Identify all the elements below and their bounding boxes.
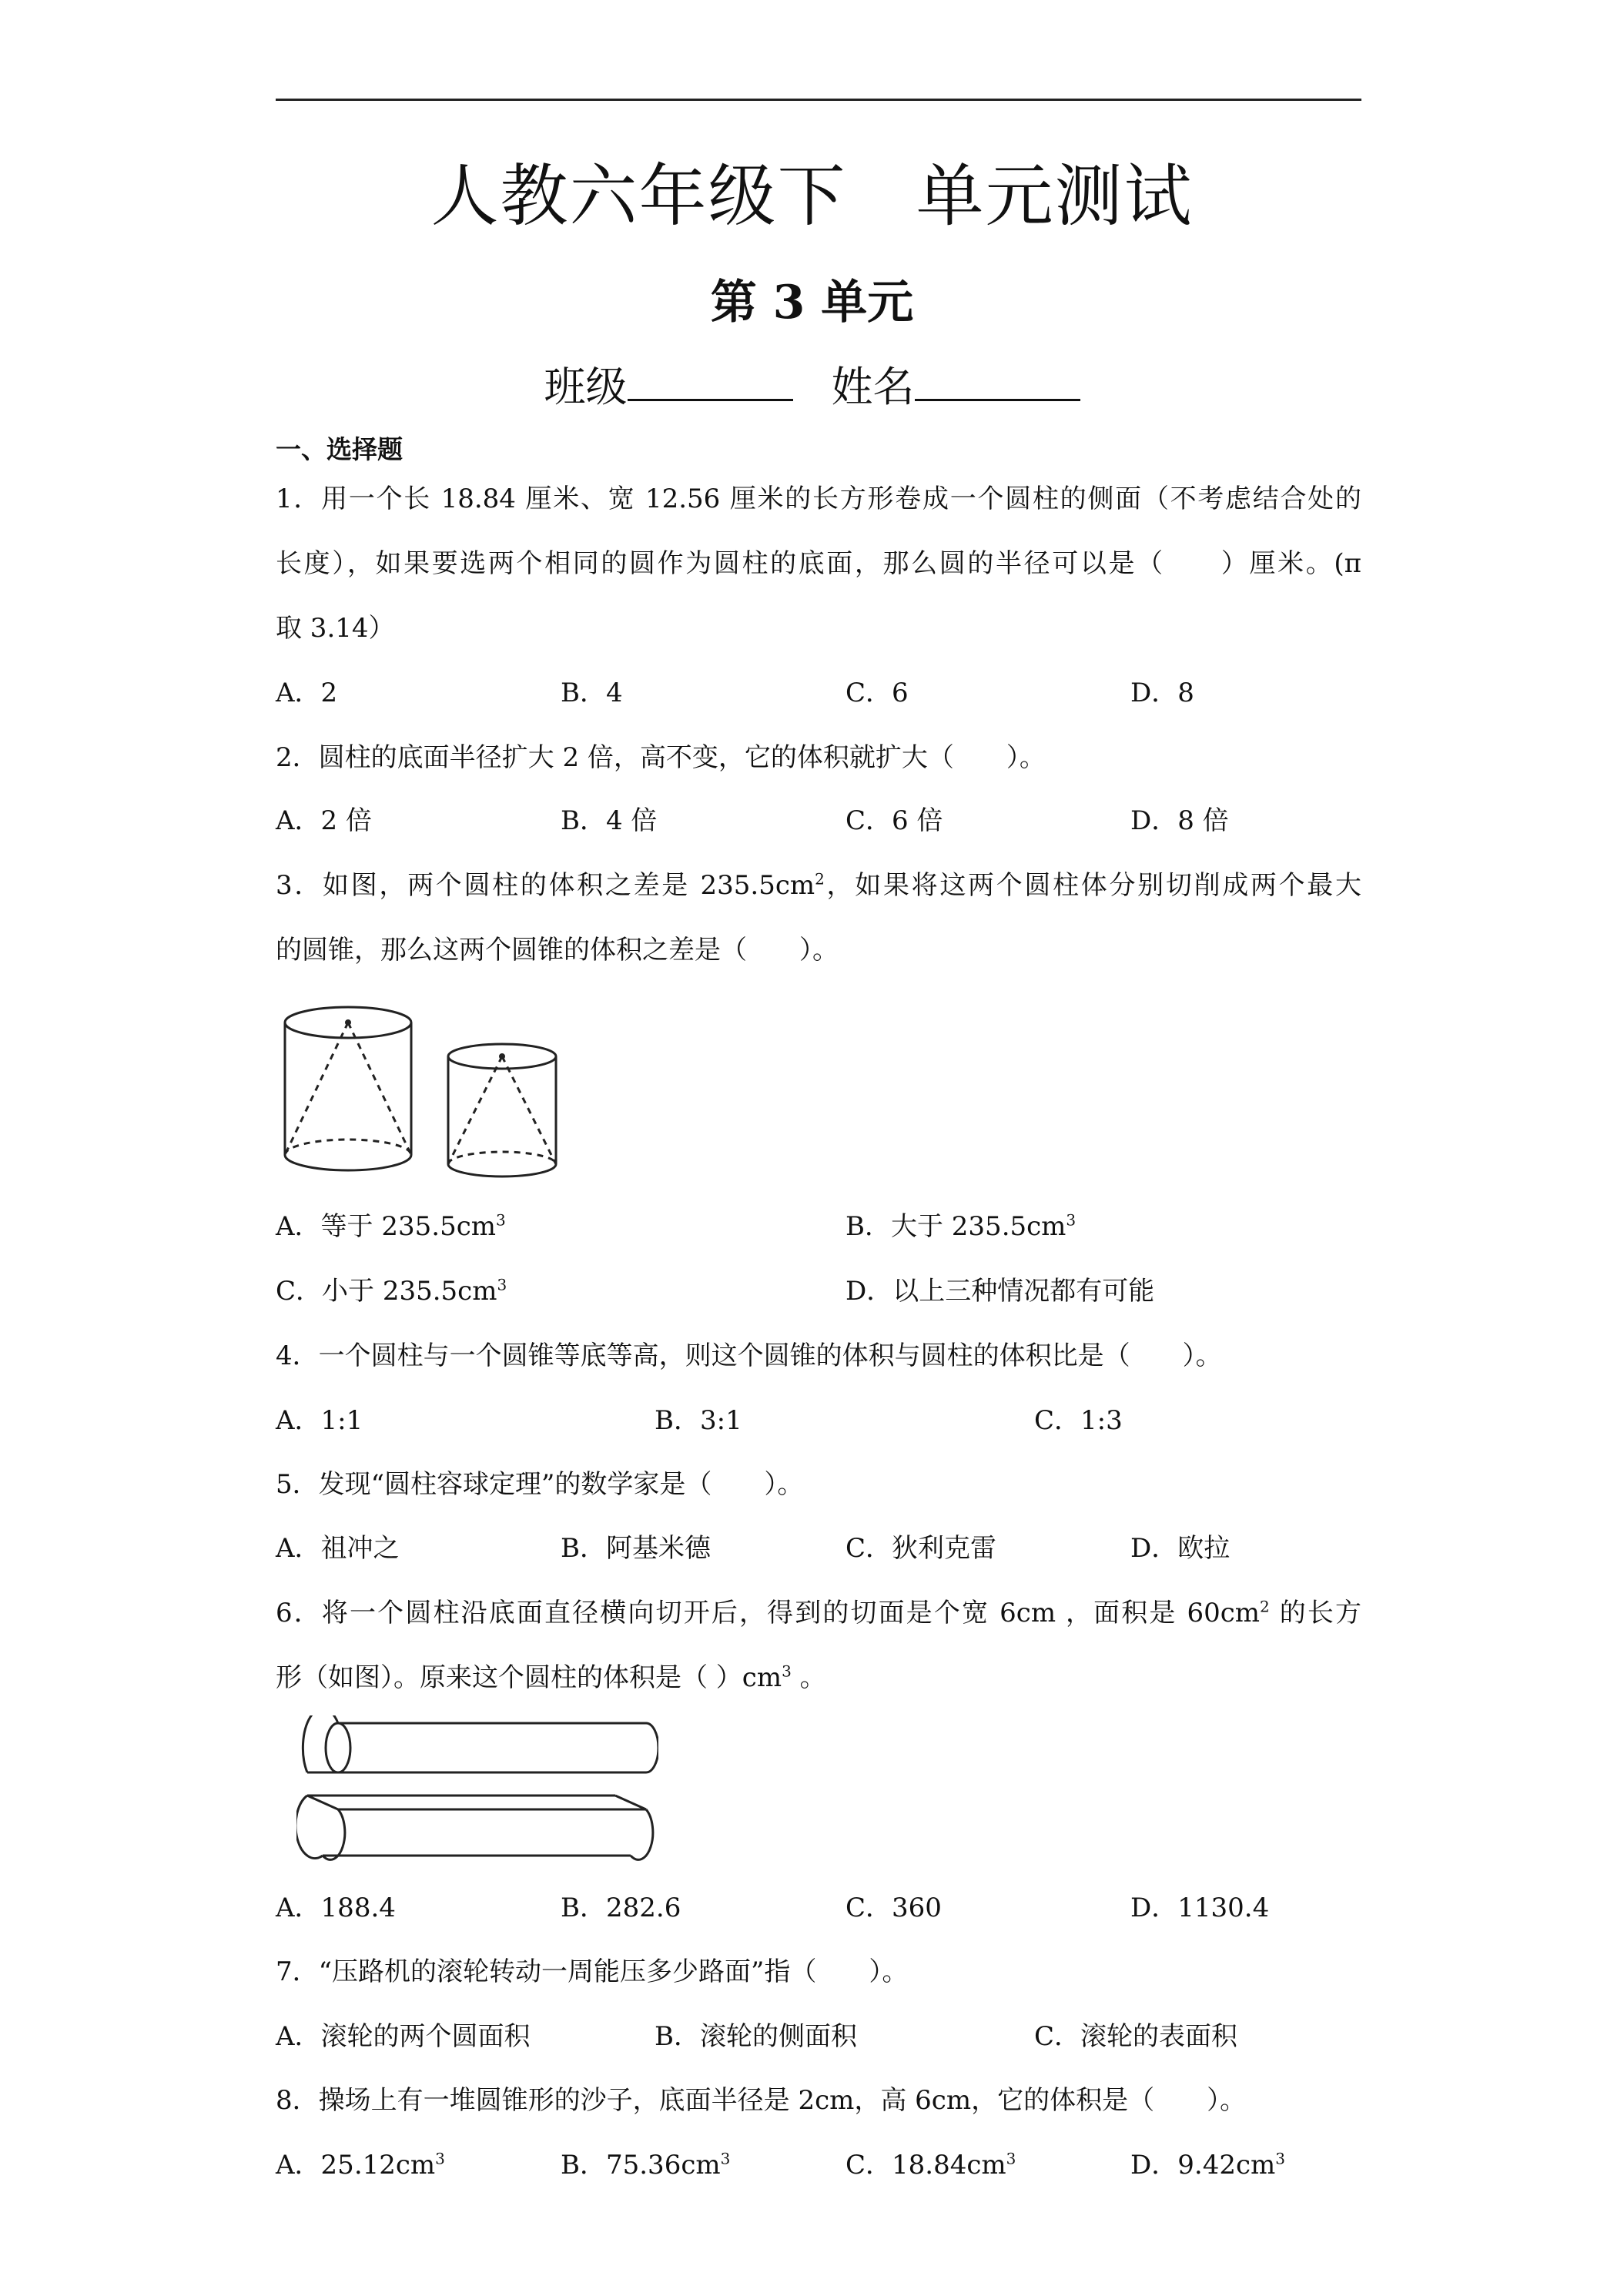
q4-option-a[interactable]: A．1:1 [276, 1405, 363, 1436]
q2-option-a[interactable]: A．2 倍 [276, 805, 372, 836]
q1-option-c[interactable]: C．6 [845, 678, 909, 708]
q5-option-c[interactable]: C．狄利克雷 [845, 1533, 997, 1564]
q1-line-1: 1．用一个长 18.84 厘米、宽 12.56 厘米的长方形卷成一个圆柱的侧面（不考虑结合处的 [276, 484, 1361, 514]
two-cylinders-figure [277, 1001, 570, 1186]
unit-subtitle: 第 3 单元 [710, 276, 914, 330]
q6-option-d[interactable]: D．1130.4 [1130, 1893, 1270, 1923]
q5-line-1: 5．发现“圆柱容球定理”的数学家是（ ）。 [276, 1469, 804, 1500]
q1-line-2: 长度），如果要选两个相同的圆作为圆柱的底面，那么圆的半径可以是（ ）厘米。(π [276, 548, 1361, 579]
q1-option-b[interactable]: B．4 [561, 678, 623, 708]
class-name-line [0, 354, 1624, 413]
q3-line-1: 3．如图，两个圆柱的体积之差是 $235.5cm^2$，如果将这两个圆柱体分别切削成两个最大 [276, 869, 1361, 901]
q5-option-a[interactable]: A．祖冲之 [276, 1533, 400, 1564]
q2-option-c[interactable]: C．6 倍 [845, 805, 943, 836]
q7-option-a[interactable]: A．滚轮的两个圆面积 [276, 2021, 531, 2052]
q6-line-2: 形（如图）。原来这个圆柱的体积是（ ）$cm^3$ 。 [276, 1662, 826, 1693]
q8-option-d[interactable]: D．$9.42cm^3$ [1130, 2149, 1285, 2181]
q1-option-a[interactable]: A．2 [276, 678, 338, 708]
q1-line-3: 取 3.14） [276, 613, 395, 644]
q3-option-d[interactable]: D．以上三种情况都有可能 [845, 1276, 1155, 1307]
q6-option-c[interactable]: C．360 [845, 1893, 942, 1923]
class-blank[interactable] [628, 360, 793, 401]
q8-option-c[interactable]: C．$18.84cm^3$ [845, 2149, 1016, 2181]
q7-option-c[interactable]: C．滚轮的表面积 [1034, 2021, 1238, 2052]
q6-option-a[interactable]: A．188.4 [276, 1893, 396, 1923]
cut-cylinder-figure [296, 1715, 658, 1869]
q3-option-b[interactable]: B．大于 $235.5cm^3$ [845, 1210, 1077, 1242]
name-label: 姓名 [831, 363, 915, 411]
q5-option-b[interactable]: B．阿基米德 [561, 1533, 711, 1564]
q8-line-1: 8．操场上有一堆圆锥形的沙子，底面半径是 2cm，高 6cm，它的体积是（ ）。 [276, 2085, 1247, 2116]
section-heading: 一、选择题 [276, 434, 403, 464]
q1-option-d[interactable]: D．8 [1130, 678, 1194, 708]
top-rule [276, 99, 1361, 101]
class-label: 班级 [544, 363, 628, 411]
q3-option-a[interactable]: A．等于 $235.5cm^3$ [276, 1210, 506, 1242]
q7-line-1: 7．“压路机的滚轮转动一周能压多少路面”指（ ）。 [276, 1956, 909, 1987]
q4-option-b[interactable]: B．3:1 [655, 1405, 742, 1436]
q3-option-c[interactable]: C．小于 $235.5cm^3$ [276, 1275, 507, 1307]
q8-option-a[interactable]: A．$25.12cm^3$ [276, 2149, 445, 2181]
q4-option-c[interactable]: C．1:3 [1034, 1405, 1123, 1436]
q5-option-d[interactable]: D．欧拉 [1130, 1533, 1231, 1564]
q6-option-b[interactable]: B．282.6 [561, 1893, 681, 1923]
name-blank[interactable] [915, 360, 1080, 401]
q2-line-1: 2．圆柱的底面半径扩大 2 倍，高不变，它的体积就扩大（ ）。 [276, 742, 1046, 773]
q2-option-d[interactable]: D．8 倍 [1130, 805, 1229, 836]
page-title: 人教六年级下 单元测试 [430, 156, 1194, 236]
q4-line-1: 4．一个圆柱与一个圆锥等底等高，则这个圆锥的体积与圆柱的体积比是（ ）。 [276, 1340, 1222, 1371]
q2-option-b[interactable]: B．4 倍 [561, 805, 658, 836]
q3-line-2: 的圆锥，那么这两个圆锥的体积之差是（ ）。 [276, 935, 839, 966]
q8-option-b[interactable]: B．$75.36cm^3$ [561, 2149, 731, 2181]
q7-option-b[interactable]: B．滚轮的侧面积 [655, 2021, 857, 2052]
q6-line-1: 6．将一个圆柱沿底面直径横向切开后，得到的切面是个宽 6cm ，面积是 $60cm^2$ 的长方 [276, 1597, 1362, 1628]
